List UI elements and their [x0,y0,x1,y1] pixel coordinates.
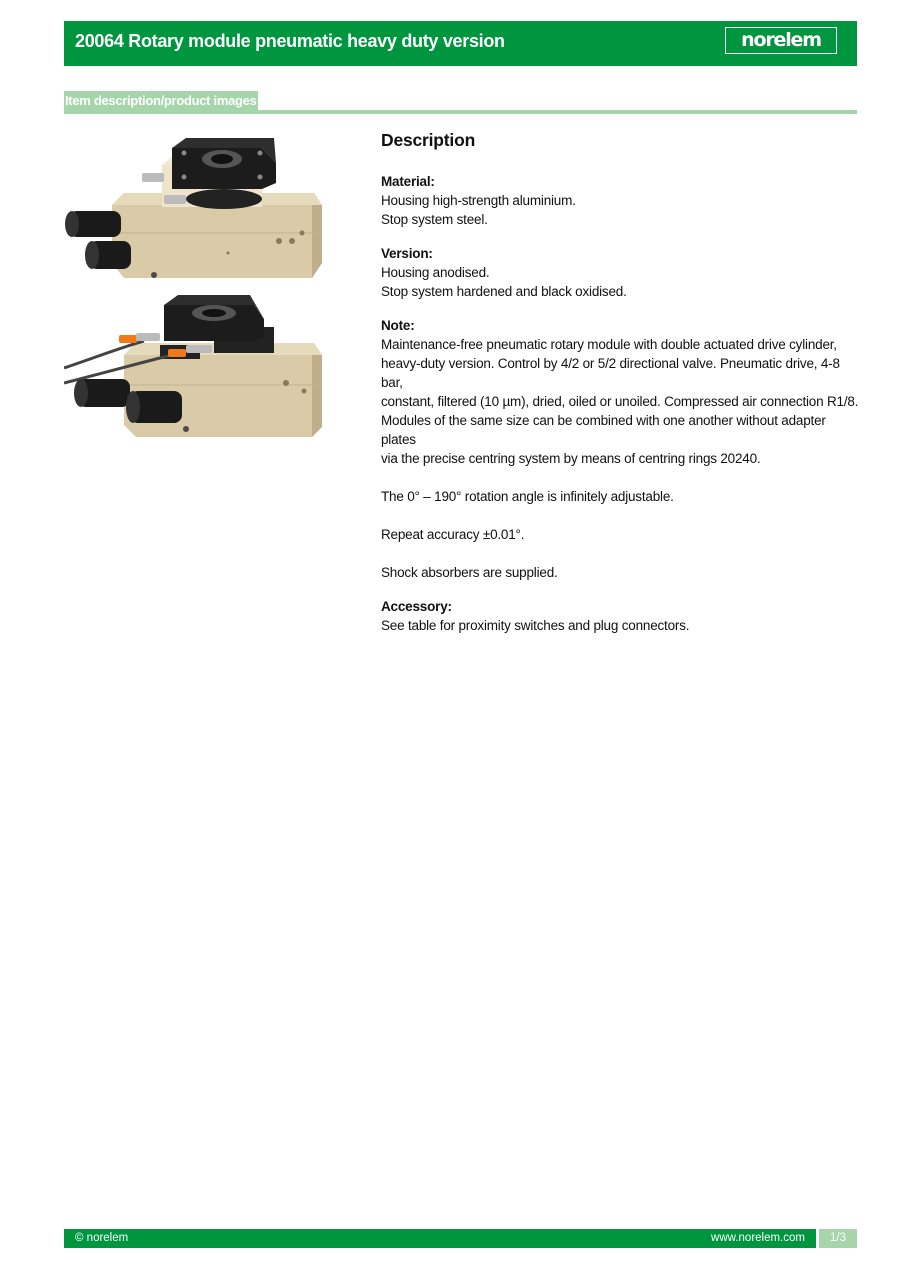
repeat-accuracy-text: Repeat accuracy ±0.01°. [381,527,525,542]
version-line: Stop system hardened and black oxidised. [381,284,627,299]
description-heading: Description [381,130,476,150]
page-header [64,21,857,66]
page-number: 1/3 [819,1229,857,1248]
description-section [381,129,859,650]
page-footer [64,1229,816,1248]
material-line: Stop system steel. [381,212,488,227]
product-image-2 [64,293,322,441]
version-block [381,244,859,301]
note-line: via the precise centring system by means of centring rings 20240. [381,451,761,466]
note-line: constant, filtered (10 µm), dried, oiled or unoiled. Compressed air connection R1/8. [381,394,859,409]
product-image-1 [64,133,322,291]
rotary-module-illustration-2 [64,293,322,441]
material-line: Housing high-strength aluminium. [381,193,576,208]
norelem-logo [725,27,837,54]
shock-absorbers-text: Shock absorbers are supplied. [381,565,558,580]
accessory-label: Accessory: [381,599,452,614]
page-title: 20064 Rotary module pneumatic heavy duty version [75,31,505,51]
copyright-text: © norelem [75,1232,129,1244]
note-block [381,316,859,468]
rotary-module-illustration-1 [64,133,322,291]
accessory-text: See table for proximity switches and plug connectors. [381,618,690,633]
accessory-block [381,597,859,635]
website-link[interactable]: www.norelem.com [711,1232,805,1244]
note-label: Note: [381,318,415,333]
version-line: Housing anodised. [381,265,490,280]
note-line: Maintenance-free pneumatic rotary module with double actuated drive cylinder, [381,337,837,352]
version-label: Version: [381,246,433,261]
note-line: Modules of the same size can be combined with one another without adapter plates [381,413,826,447]
section-label: Item description/product images [65,93,257,108]
material-block [381,172,859,229]
logo-text: norelem [741,29,821,51]
rotation-text: The 0° – 190° rotation angle is infinitely adjustable. [381,489,674,504]
section-rule [64,110,857,114]
note-line: heavy-duty version. Control by 4/2 or 5/2 directional valve. Pneumatic drive, 4-8 bar, [381,356,840,390]
material-label: Material: [381,174,435,189]
